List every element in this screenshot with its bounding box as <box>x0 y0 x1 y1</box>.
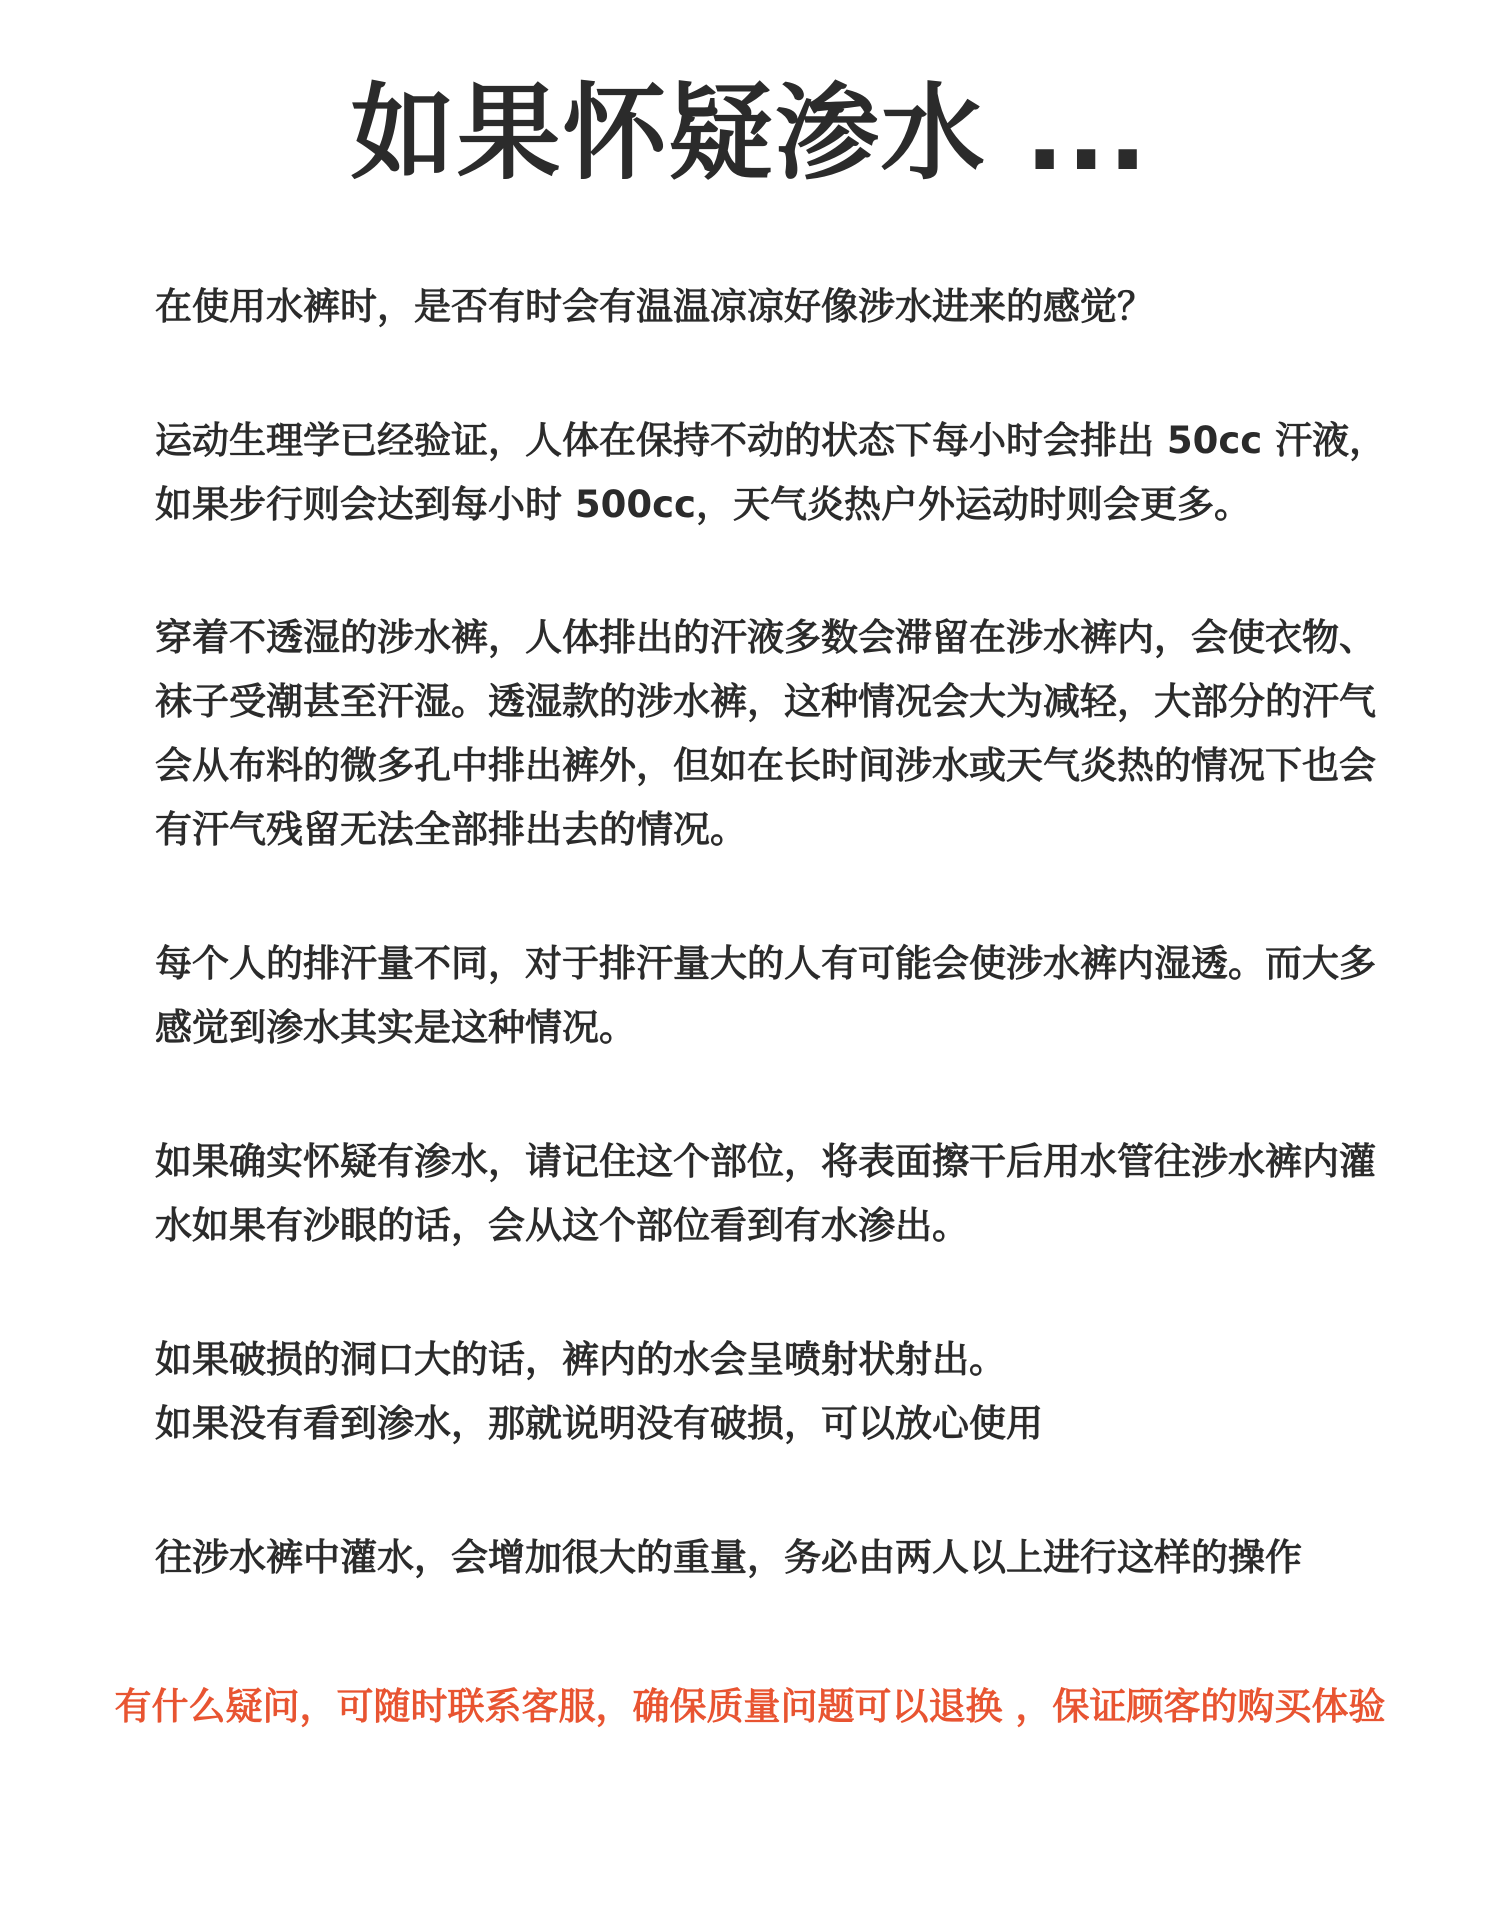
paragraph-line: 袜子受潮甚至汗湿。透湿款的涉水裤，这种情况会大为减轻，大部分的汗气 <box>155 680 1376 723</box>
paragraph-line: 如果破损的洞口大的话，裤内的水会呈喷射状射出。 <box>155 1338 1006 1381</box>
paragraph-individual-sweat <box>155 932 1376 1060</box>
page-title: 如果怀疑渗水 ... <box>350 72 1150 194</box>
paragraph-line: 如果确实怀疑有渗水，请记住这个部位，将表面擦干后用水管往涉水裤内灌 <box>155 1140 1376 1183</box>
paragraph-breathable-waders <box>155 606 1376 862</box>
paragraph-line: 在使用水裤时，是否有时会有温温凉凉好像涉水进来的感觉？ <box>155 285 1154 328</box>
paragraph-sweat-volume <box>155 409 1387 537</box>
paragraph-line: 运动生理学已经验证，人体在保持不动的状态下每小时会排出 50cc 汗液， <box>155 419 1387 462</box>
paragraph-line: 会从布料的微多孔中排出裤外，但如在长时间涉水或天气炎热的情况下也会 <box>155 744 1376 787</box>
paragraph-safety-warning <box>155 1526 1355 1590</box>
article-body <box>155 275 1387 1590</box>
paragraph-line: 穿着不透湿的涉水裤，人体排出的汗液多数会滞留在涉水裤内，会使衣物、 <box>155 616 1376 659</box>
paragraph-leak-test <box>155 1130 1376 1258</box>
customer-service-notice: 有什么疑问，可随时联系客服，确保质量问题可以退换 ，保证顾客的购买体验 <box>114 1685 1386 1728</box>
paragraph-line: 感觉到渗水其实是这种情况。 <box>155 1006 636 1049</box>
paragraph-line: 有汗气残留无法全部排出去的情况。 <box>155 808 747 851</box>
paragraph-leak-result <box>155 1328 1355 1456</box>
paragraph-line: 往涉水裤中灌水，会增加很大的重量，务必由两人以上进行这样的操作 <box>155 1536 1302 1579</box>
paragraph-line: 如果步行则会达到每小时 500cc，天气炎热户外运动时则会更多。 <box>155 483 1251 526</box>
paragraph-line: 每个人的排汗量不同，对于排汗量大的人有可能会使涉水裤内湿透。而大多 <box>155 942 1376 985</box>
paragraph-sweat-feeling <box>155 275 1355 339</box>
paragraph-line: 如果没有看到渗水，那就说明没有破损，可以放心使用 <box>155 1402 1043 1445</box>
paragraph-line: 水如果有沙眼的话，会从这个部位看到有水渗出。 <box>155 1204 969 1247</box>
